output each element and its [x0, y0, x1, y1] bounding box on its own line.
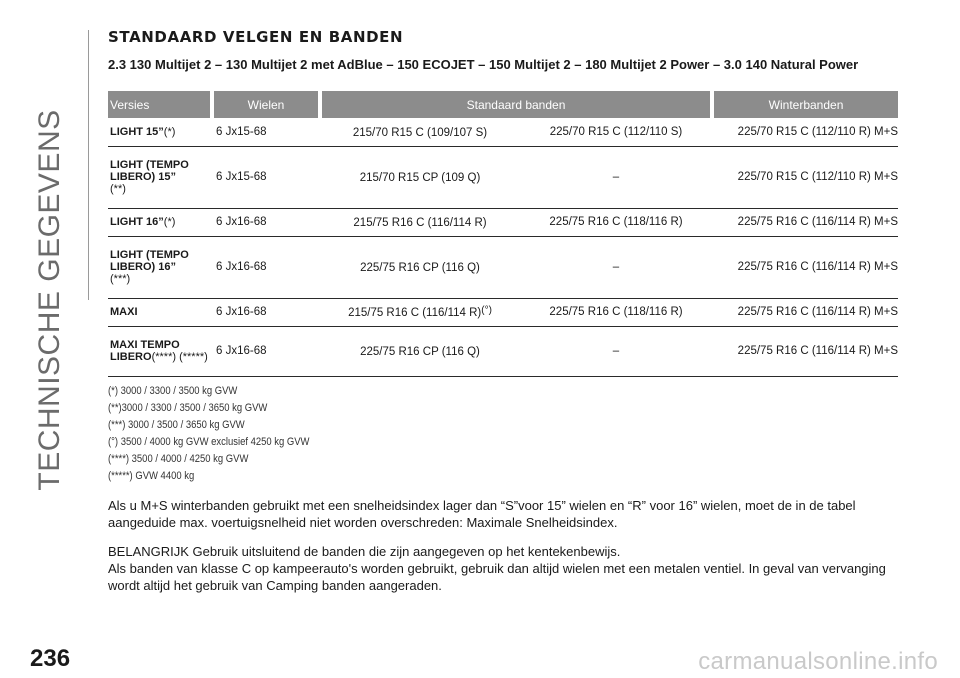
version-name: LIGHT (TEMPO LIBERO) 15”	[110, 159, 189, 183]
version-note: (***)	[110, 273, 131, 285]
version-name: MAXI TEMPO LIBERO	[110, 339, 180, 363]
standard-tyre-cell	[320, 146, 520, 208]
version-cell	[108, 236, 212, 298]
version-note: (*)	[163, 125, 176, 138]
footnote: (°) 3500 / 4000 kg GVW exclusief 4250 kg GVW	[108, 435, 310, 448]
important-line: BELANGRIJK Gebruik uitsluitend de banden die zijn aangegeven op het kentekenbewijs.	[108, 543, 621, 559]
standard-tyre-2: –	[520, 326, 712, 376]
table-row	[108, 326, 898, 376]
standard-tyre-1: 215/75 R16 C (116/114 R)	[353, 217, 487, 229]
header-winter-tyres: Winterbanden	[712, 91, 898, 118]
engine-list: 2.3 130 Multijet 2 – 130 Multijet 2 met AdBlue – 150 ECOJET – 150 Multijet 2 – 180 Multijet 2 Power – 3.0 140 Natural Power	[108, 57, 859, 72]
winter-tyre-cell: 225/70 R15 C (112/110 R) M+S	[712, 146, 898, 208]
standard-tyre-1: 225/75 R16 CP (116 Q)	[360, 262, 480, 274]
standard-tyre-cell	[320, 208, 520, 236]
table-row	[108, 298, 898, 326]
wheel-cell: 6 Jx16-68	[212, 236, 320, 298]
standard-tyre-cell	[320, 118, 520, 146]
winter-tyre-cell: 225/75 R16 C (116/114 R) M+S	[712, 208, 898, 236]
standard-tyre-2: 225/70 R15 C (112/110 S)	[520, 118, 712, 146]
version-cell	[108, 326, 212, 376]
page-content	[108, 28, 898, 594]
winter-tyre-cell: 225/75 R16 C (116/114 R) M+S	[712, 298, 898, 326]
section-title: STANDAARD VELGEN EN BANDEN	[108, 28, 404, 46]
standard-tyre-1: 215/70 R15 CP (109 Q)	[359, 172, 481, 184]
standard-tyre-cell	[320, 298, 520, 326]
version-name: LIGHT 15”	[110, 125, 164, 138]
footnote: (*****) GVW 4400 kg	[108, 469, 195, 482]
version-cell	[108, 298, 212, 326]
wheel-cell: 6 Jx16-68	[212, 298, 320, 326]
standard-tyre-1: 215/75 R16 C (116/114 R)	[348, 307, 482, 319]
page-number: 236	[30, 645, 71, 672]
header-versions: Versies	[108, 91, 212, 118]
standard-tyre-1: 225/75 R16 CP (116 Q)	[360, 346, 480, 358]
chapter-divider	[88, 30, 89, 300]
footnote: (***) 3000 / 3500 / 3650 kg GVW	[108, 418, 245, 431]
winter-tyre-paragraph: Als u M+S winterbanden gebruikt met een snelheidsindex lager dan “S”voor 15” wielen en “R” voor 16” wielen, moet de in de tabel aangeduide max. voertuigsnelheid niet worden overschreden: Maximale Snelheidsindex.	[108, 497, 856, 530]
wheel-cell: 6 Jx16-68	[212, 208, 320, 236]
chapter-title: TECHNISCHE GEGEVENS	[33, 109, 66, 491]
winter-tyre-cell: 225/75 R16 C (116/114 R) M+S	[712, 326, 898, 376]
version-cell	[108, 118, 212, 146]
tyre-table	[108, 91, 898, 377]
table-header-row	[108, 91, 898, 118]
wheel-cell: 6 Jx15-68	[212, 118, 320, 146]
version-name: LIGHT (TEMPO LIBERO) 16”	[110, 249, 189, 273]
standard-tyre-cell	[320, 236, 520, 298]
version-cell	[108, 208, 212, 236]
standard-tyre-note: (°)	[481, 305, 492, 316]
table-row	[108, 118, 898, 146]
footnote: (*) 3000 / 3300 / 3500 kg GVW	[108, 384, 238, 397]
footnote: (****) 3500 / 4000 / 4250 kg GVW	[108, 452, 249, 465]
wheel-cell: 6 Jx16-68	[212, 326, 320, 376]
version-cell	[108, 146, 212, 208]
version-note: (*)	[163, 216, 176, 228]
table-row	[108, 236, 898, 298]
valve-line: Als banden van klasse C op kampeerauto's worden gebruikt, gebruik dan altijd wielen met een metalen ventiel. In geval van vervanging wordt altijd het gebruik van Camping banden aangeraden.	[108, 560, 886, 593]
version-name: MAXI	[110, 306, 138, 318]
version-note: (**)	[110, 183, 126, 195]
table-row	[108, 146, 898, 208]
version-name: LIGHT 16”	[110, 216, 164, 228]
standard-tyre-2: 225/75 R16 C (118/116 R)	[520, 208, 712, 236]
wheel-cell: 6 Jx15-68	[212, 146, 320, 208]
standard-tyre-cell	[320, 326, 520, 376]
header-standard-tyres: Standaard banden	[320, 91, 712, 118]
footnotes	[108, 383, 898, 485]
winter-tyre-cell: 225/70 R15 C (112/110 R) M+S	[712, 118, 898, 146]
important-note	[108, 543, 898, 594]
header-wheels: Wielen	[212, 91, 320, 118]
standard-tyre-2: –	[520, 236, 712, 298]
footnote: (**)3000 / 3300 / 3500 / 3650 kg GVW	[108, 401, 268, 414]
winter-tyre-cell: 225/75 R16 C (116/114 R) M+S	[712, 236, 898, 298]
standard-tyre-2: –	[520, 146, 712, 208]
standard-tyre-1: 215/70 R15 C (109/107 S)	[352, 126, 488, 139]
watermark: carmanualsonline.info	[698, 648, 938, 675]
table-row	[108, 208, 898, 236]
standard-tyre-2: 225/75 R16 C (118/116 R)	[520, 298, 712, 326]
version-note: (****) (*****)	[151, 351, 208, 363]
